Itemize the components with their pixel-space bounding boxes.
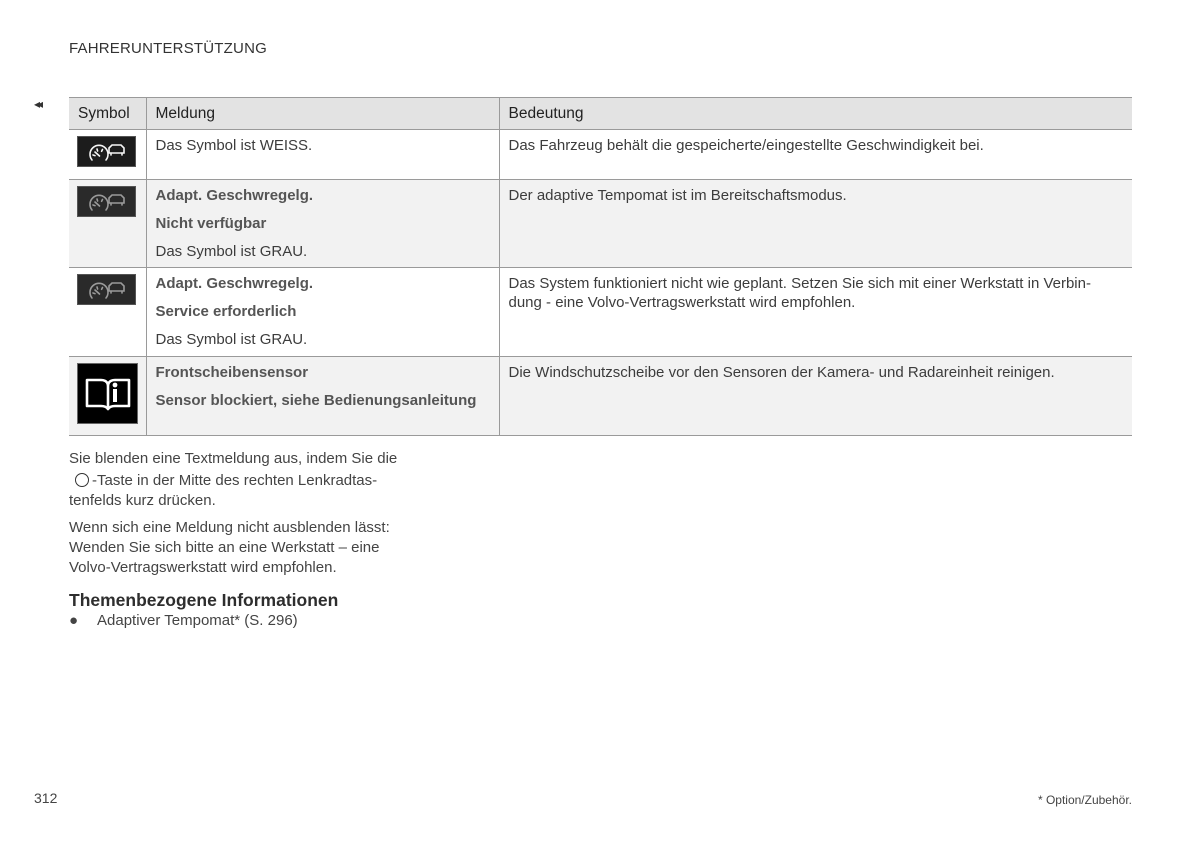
- meaning-cell: Der adaptive Tempomat ist im Bereitschaftsmodus.: [499, 180, 1132, 268]
- message-subtitle: Nicht verfügbar: [155, 215, 267, 232]
- message-cell: [146, 357, 499, 436]
- bullet-icon: ●: [69, 612, 79, 629]
- message-cell: [146, 180, 499, 268]
- manual-book-info-icon: [77, 363, 138, 424]
- hide-message-paragraph: [69, 449, 397, 511]
- meaning-line: Das System funktioniert nicht wie geplant. Setzen Sie sich mit einer Werkstatt in Verbin-: [508, 275, 1091, 292]
- message-symbol-state: Das Symbol ist WEISS.: [155, 137, 313, 154]
- section-title: FAHRERUNTERSTÜTZUNG: [69, 40, 267, 57]
- circle-button-icon: [75, 473, 89, 487]
- related-info-link[interactable]: Adaptiver Tempomat* (S. 296): [97, 612, 298, 629]
- back-arrow-icon[interactable]: ◂◂: [34, 97, 41, 111]
- column-header-symbol: Symbol: [69, 98, 146, 130]
- symbol-cell: [69, 268, 146, 357]
- table-row: [69, 268, 1132, 357]
- paragraph-line: Sie blenden eine Textmeldung aus, indem Sie die: [69, 450, 398, 467]
- table-row: [69, 180, 1132, 268]
- acc-grey-icon: [77, 274, 136, 305]
- message-table: [69, 97, 1132, 436]
- table-header-row: [69, 98, 1132, 130]
- table-row: [69, 357, 1132, 436]
- meaning-line: dung - eine Volvo-Vertragswerkstatt wird empfohlen.: [508, 294, 856, 311]
- message-title: Frontscheibensensor: [155, 364, 309, 381]
- acc-grey-icon: [77, 186, 136, 217]
- message-cell: [146, 268, 499, 357]
- paragraph-line: Volvo-Vertragswerkstatt wird empfohlen.: [69, 559, 337, 576]
- paragraph-line: tenfelds kurz drücken.: [69, 492, 216, 509]
- workshop-paragraph: [69, 518, 390, 578]
- footnote: * Option/Zubehör.: [1037, 793, 1132, 807]
- column-header-meaning: Bedeutung: [499, 98, 1132, 130]
- paragraph-line-text: -Taste in der Mitte des rechten Lenkradtas-: [92, 472, 378, 489]
- symbol-cell: [69, 180, 146, 268]
- symbol-cell: [69, 357, 146, 436]
- table-row: [69, 130, 1132, 180]
- symbol-cell: [69, 130, 146, 180]
- meaning-cell: Das Fahrzeug behält die gespeicherte/eingestellte Geschwindigkeit bei.: [499, 130, 1132, 180]
- related-info-heading: Themenbezogene Informationen: [69, 590, 339, 610]
- paragraph-line: Wenden Sie sich bitte an eine Werkstatt – eine: [69, 539, 380, 556]
- paragraph-line: Wenn sich eine Meldung nicht ausblenden lässt:: [69, 519, 390, 536]
- page-number: 312: [34, 790, 58, 806]
- message-symbol-state: Das Symbol ist GRAU.: [155, 331, 308, 348]
- message-subtitle: Sensor blockiert, siehe Bedienungsanleitung: [155, 392, 477, 409]
- acc-white-icon: [77, 136, 136, 167]
- message-subtitle: Service erforderlich: [155, 303, 297, 320]
- message-title: Adapt. Geschwregelg.: [155, 275, 314, 292]
- meaning-cell: Die Windschutzscheibe vor den Sensoren der Kamera- und Radareinheit reinigen.: [499, 357, 1132, 436]
- paragraph-line: [69, 471, 397, 491]
- message-symbol-state: Das Symbol ist GRAU.: [155, 243, 308, 260]
- message-cell: [146, 130, 499, 180]
- meaning-cell: [499, 268, 1132, 357]
- message-title: Adapt. Geschwregelg.: [155, 187, 314, 204]
- column-header-message: Meldung: [146, 98, 499, 130]
- related-info-item[interactable]: [69, 612, 298, 629]
